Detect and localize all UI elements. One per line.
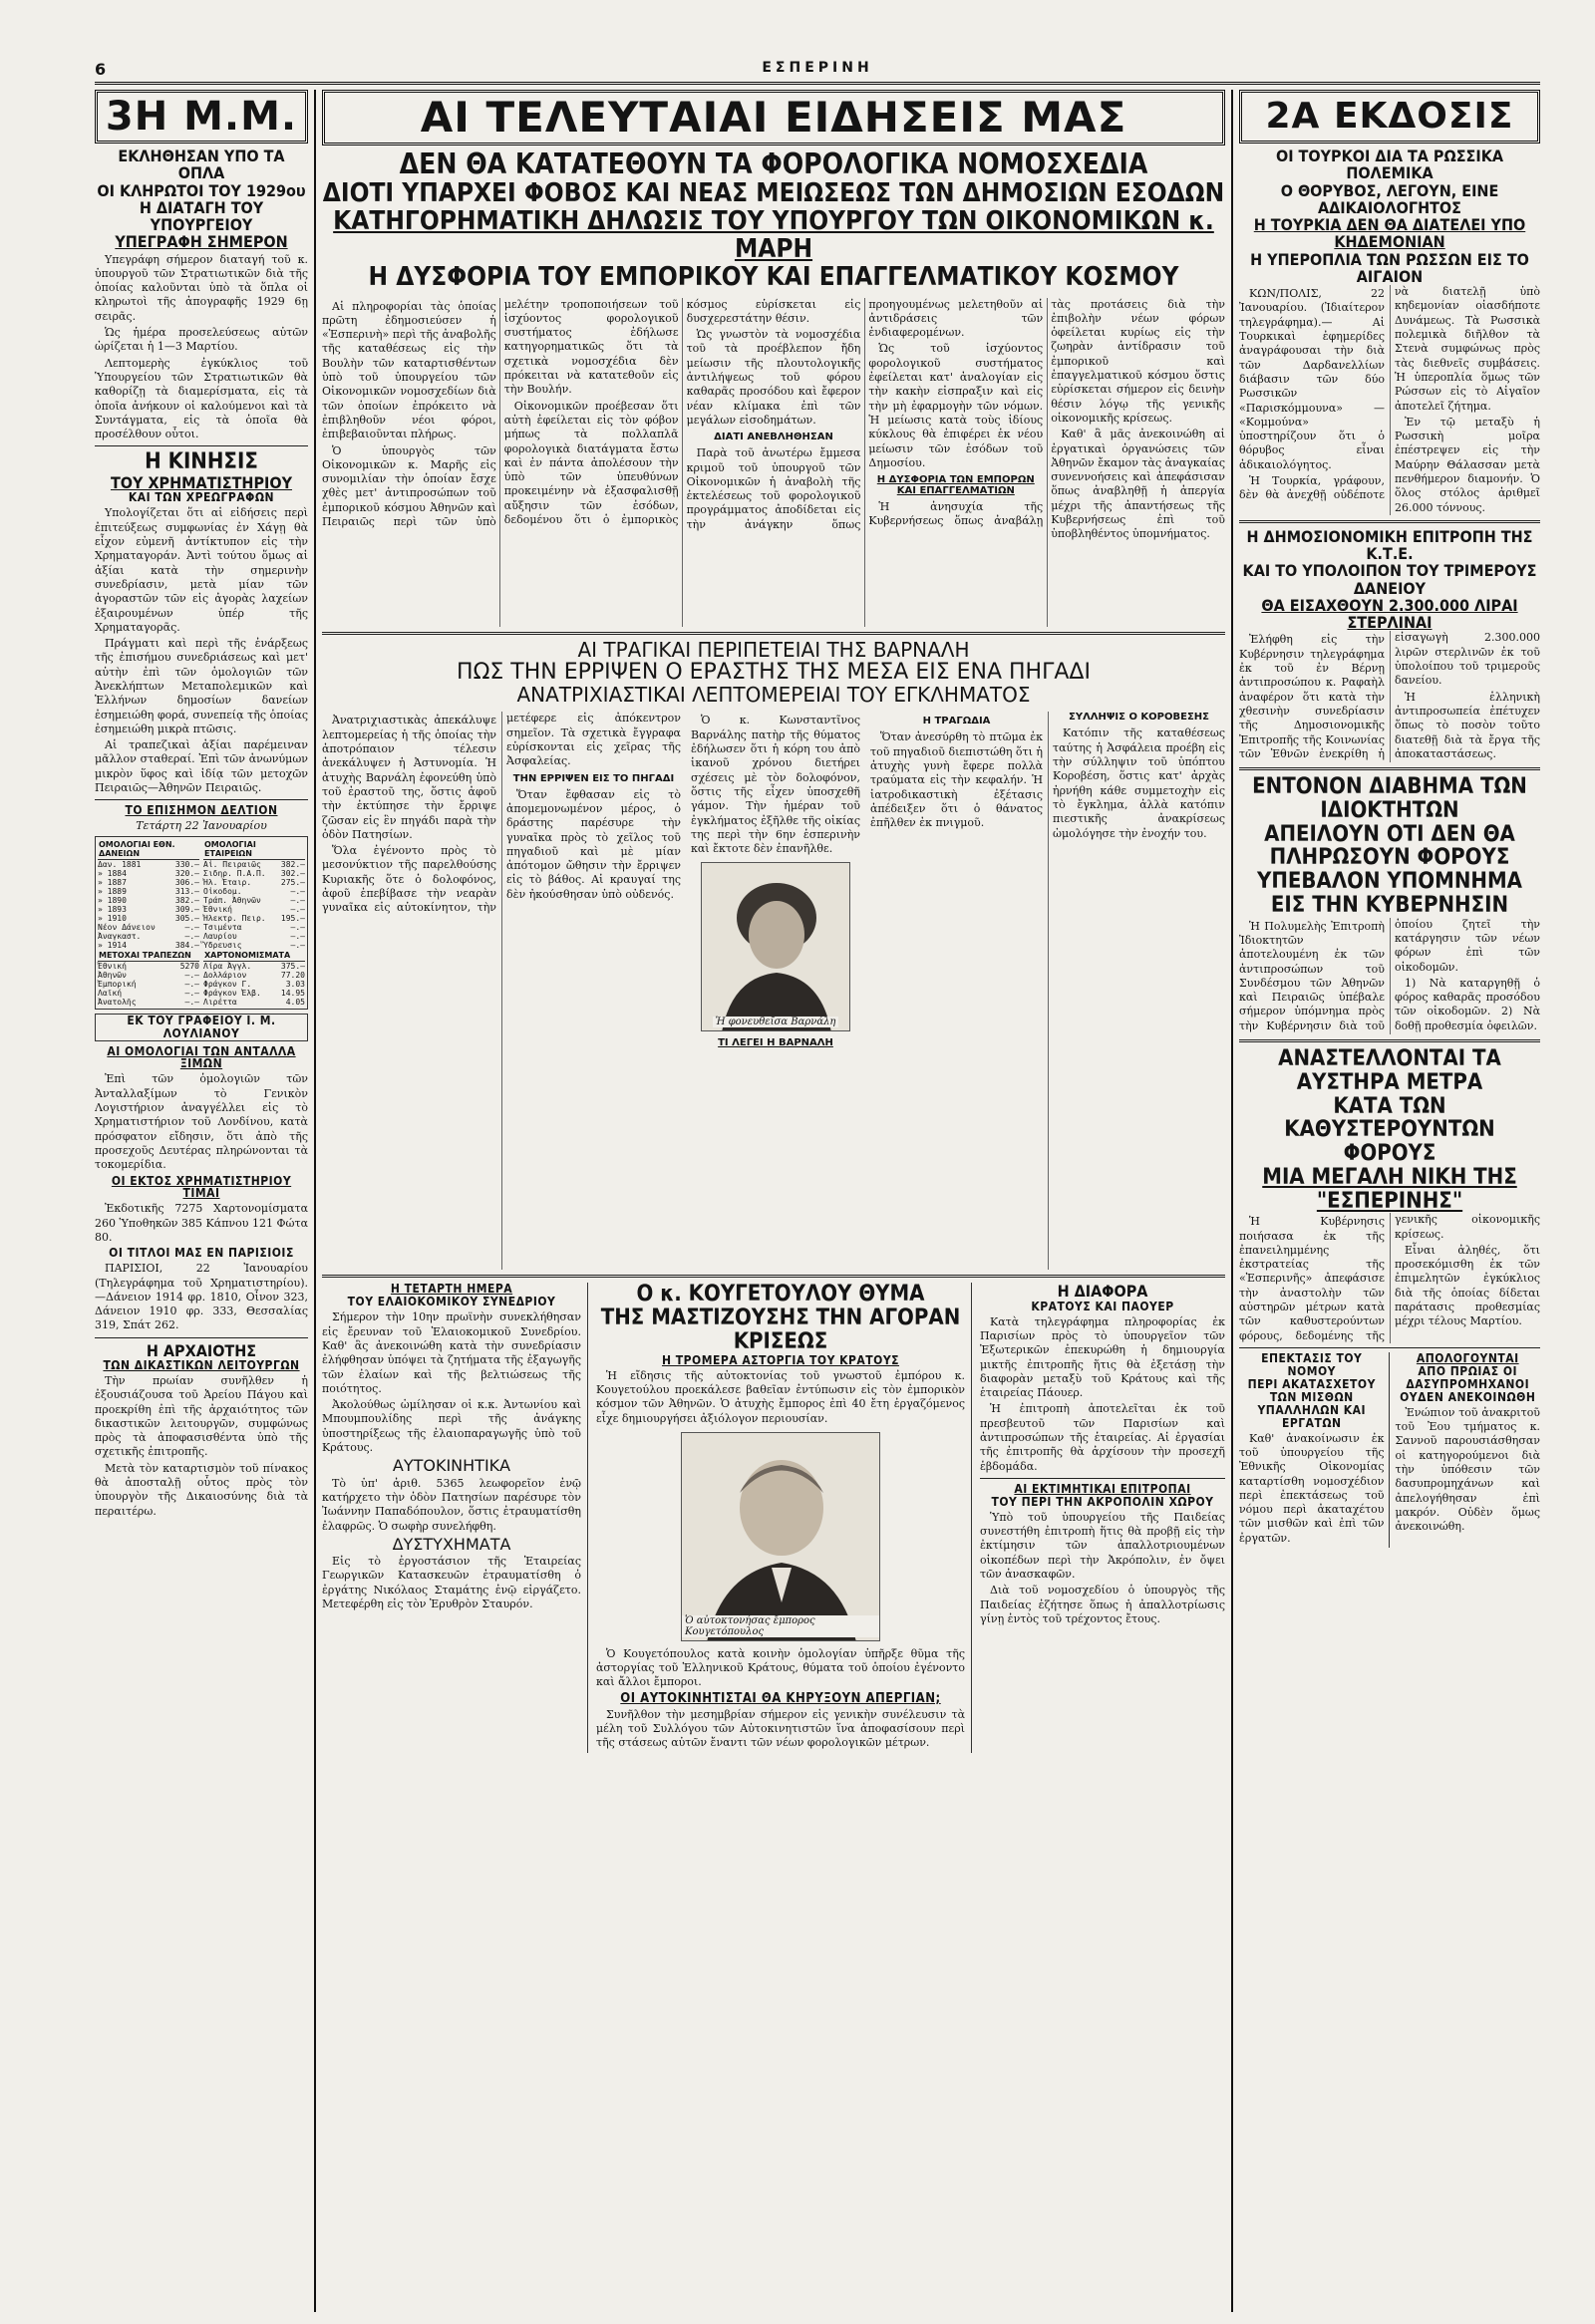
headline: ΑΠΟ ΠΡΩΙΑΣ ΟΙ ΔΑΣΥΠΡΟΜΗΧΑΝΟΙ: [1406, 1363, 1530, 1391]
headline: ΑΥΤΟΚΙΝΗΤΙΚΑ: [392, 1456, 511, 1476]
headline: ΤΟ ΕΠΙΣΗΜΟΝ ΔΕΛΤΙΟΝ: [125, 803, 278, 818]
table-row: [98, 914, 199, 923]
stock-value: 313.—: [174, 886, 199, 896]
article-text: Ὁ Κουγετόπουλος κατὰ κοινὴν ὁμολογίαν ὑπῆρξε θῦμα τῆς ἀστοργίας τοῦ Ἑλληνικοῦ Κράτους, θύματα τοῦ ὁποίου ἐγένοντο καὶ ἄλλοι ἔμποροι.: [596, 1646, 965, 1689]
stock-value: 302.—: [280, 868, 305, 878]
article-text: Κατὰ τηλεγράφημα πληροφορίας ἐκ Παρισίων πρὸς τὸ ὑπουργεῖον τῶν Ἐξωτερικῶν ἐπεκυρώθη ἡ δημιουργία μικτῆς ἐπιτροπῆς ἥτις θὰ ἐξετάσῃ τὴν διαφορὰν μεταξὺ τοῦ Κράτους καὶ τῆς ἑταιρείας Πάουερ.: [980, 1314, 1225, 1400]
article-text: Ἡ ἑλληνικὴ ἀντιπροσωπεία ἐπέτυχεν ὅπως τὸ ποσὸν τοῦτο διατεθῇ διὰ τὰ ἔργα τῆς ἀποκαταστάσεως.: [1395, 690, 1540, 760]
article-text: Ὅταν ἔφθασαν εἰς τὸ ἀπομεμονωμένον μέρος, ὁ δράστης παρέσυρε τὴν γυναῖκα πρὸς τὸ χεῖλος τοῦ πηγαδιοῦ καὶ μὲ μίαν ἀπότομον ὤθησιν τὴν ἔρριψεν εἰς τὸ βάθος. Αἱ κραυγαί της δὲν ἠκούσθησαν ὑπὸ οὐδενός.: [506, 787, 681, 901]
table-row: [203, 923, 305, 932]
stock-value: 375.—: [280, 961, 305, 971]
article-text: Ὁ κ. Κωνσταντῖνος Βαρνάλης πατὴρ τῆς θύματος ἐδήλωσεν ὅτι ἡ κόρη του ἀπὸ ἱκανοῦ χρόνου διετήρει σχέσεις μὲ τὸν δολοφόνον, ὅστις τῆς εἶχεν ὑποσχεθῆ γάμον. Τὴν ἡμέραν τοῦ ἐγκλήματος ἐξῆλθε τῆς οἰκίας της περὶ τὴν 6ην ἑσπερινὴν καὶ ἔκτοτε δὲν ἐπανῆλθε.: [691, 714, 860, 856]
headline: ΤΗΣ ΜΑΣΤΙΖΟΥΣΗΣ ΤΗΝ ΑΓΟΡΑΝ ΚΡΙΣΕΩΣ: [600, 1306, 961, 1354]
headline: Η ΤΟΥΡΚΙΑ ΔΕΝ ΘΑ ΔΙΑΤΕΛΕΙ ΥΠΟ ΚΗΔΕΜΟΝΙΑΝ: [1253, 215, 1526, 252]
headline: ΘΑ ΕΙΣΑΧΘΟΥΝ 2.300.000 ΛΙΡΑΙ ΣΤΕΡΛΙΝΑΙ: [1261, 595, 1518, 633]
article-text: ΚΩΝ/ΠΟΛΙΣ, 22 Ἰανουαρίου. (Ἰδιαίτερον τηλεγράφημα).— Αἱ Τουρκικαὶ ἐφημερίδες ἀναγράφουσαι τὴν διὰ τῶν Δαρδανελλίων διάβασιν τῶν δύο Ρωσσικῶν «Παρισκόμμουνα» — «Κομμούνα» ὑποστηρίζουν ὅτι ὁ θόρυβος εἶναι ἀδικαιολόγητος.: [1239, 287, 1385, 471]
article-text: Ἐλήφθη εἰς τὴν Κυβέρνησιν τηλεγράφημα ἐκ τοῦ ἐν Βέρνῃ ἀντιπροσώπου κ. Ραφαὴλ ἀναφέρον ὅτι κατὰ τὴν χθεσινὴν συνεδρίασιν τῆς Δημοσιονομικῆς Ἐπιτροπῆς τῆς Κοινωνίας τῶν Ἐθνῶν ἐνεκρίθη ἡ εἰσαγωγὴ 2.300.000 λιρῶν στερλινῶν ἐκ τοῦ ὑπολοίπου τοῦ τριμεροῦς δανείου.: [1239, 631, 1540, 760]
headline: ΑΙ ΕΚΤΙΜΗΤΙΚΑΙ ΕΠΙΤΡΟΠΑΙ: [1014, 1481, 1191, 1496]
headline: ΠΩΣ ΤΗΝ ΕΡΡΙΨΕΝ Ο ΕΡΑΣΤΗΣ ΤΗΣ ΜΕΣΑ ΕΙΣ ΕΝΑ ΠΗΓΑΔΙ: [457, 660, 1091, 686]
headline: ΠΕΡΙ ΑΚΑΤΑΣΧΕΤΟΥ ΤΩΝ ΜΙΣΘΩΝ: [1247, 1376, 1376, 1404]
article-text: Κατόπιν τῆς καταθέσεως ταύτης ἡ Ἀσφάλεια προέβη εἰς τὴν σύλληψιν τοῦ ὑπόπτου Κοροβέση, ὅστις κατ' ἀρχὰς ἠρνήθη κάθε συμμετοχὴν εἰς τὸ ἔγκλημα, ἀλλὰ κατόπιν πιεστικῆς ἀνακρίσεως ὡμολόγησε τὴν ἐνοχήν του.: [1053, 726, 1225, 840]
headline: ΟΙ ΤΟΥΡΚΟΙ ΔΙΑ ΤΑ ΡΩΣΣΙΚΑ ΠΟΛΕΜΙΚΑ: [1275, 146, 1504, 183]
stock-value: 330.—: [174, 859, 199, 869]
stock-value: 306.—: [174, 877, 199, 887]
tax-article: [322, 149, 1225, 627]
kougetopoulos-article: [596, 1283, 972, 1752]
portrait-photo: [701, 862, 850, 1031]
table-row: [98, 878, 199, 887]
article-text: Τὸ ὑπ' ἀριθ. 5365 λεωφορεῖον ἐνῷ κατήρχετο τὴν ὁδὸν Πατησίων παρέσυρε τὸν Ἰωάννην Παπαδόπουλον, ὅστις ἐτραυματίσθη ἐλαφρῶς. Ὁ σωφὴρ συνελήφθη.: [322, 1476, 581, 1533]
stock-name: Δολλάριον: [203, 970, 247, 980]
article-text: Ἐκδοτικῆς 7275 Χαρτονομίσματα 260 Ὑποθηκῶν 385 Κάπνου 121 Φώτα 80.: [95, 1202, 308, 1244]
stock-value: —.—: [290, 931, 305, 941]
article-text: Καθ' ἀνακοίνωσιν ἐκ τοῦ ὑπουργείου τῆς Ἐθνικῆς Οἰκονομίας καταρτίσθη νομοσχέδιον περὶ ἐπεκτάσεως τοῦ νόμου περὶ ἀκαταχέτου τῶν μισθῶν καὶ ἐπὶ τῶν ἐργατῶν.: [1239, 1431, 1385, 1545]
stock-value: —.—: [290, 922, 305, 932]
stock-value: 309.—: [174, 904, 199, 914]
article-text: Ἡ Κυβέρνησις ποιήσασα ἐκ τῆς ἐπανειλημμένης ἐκστρατείας τῆς «Ἑσπερινῆς» ἀπεφάσισε τὴν ἀναστολὴν τῶν αὐστηρῶν μέτρων κατὰ τῶν καθυστερούντων φόρους, δεδομένης τῆς γενικῆς οἰκονομικῆς κρίσεως.: [1239, 1213, 1540, 1342]
headline: Η ΤΕΤΑΡΤΗ ΗΜΕΡΑ: [390, 1282, 513, 1297]
photo-caption: Ὁ αὐτοκτονήσας ἔμπορος Κουγετόπουλος: [682, 1615, 879, 1637]
headline: ΕΚ ΤΟΥ ΓΡΑΦΕΙΟΥ Ι. Μ. ΛΟΥΛΙΑΝΟΥ: [95, 1014, 308, 1041]
article-columns: [322, 712, 681, 1270]
stock-value: —.—: [184, 979, 199, 989]
stock-value: 5270: [179, 961, 199, 971]
photo-caption: Ἡ φονευθεῖσα Βαρνάλη: [713, 1017, 839, 1027]
headline: ΔΥΣΤΥΧΗΜΑΤΑ: [392, 1534, 511, 1554]
stock-name: Φράγκον Γ.: [203, 979, 252, 989]
article-text: Ὡς τοῦ ἰσχύοντος φορολογικοῦ συστήματος ἐφείλεται κατ' ἀναλογίαν εἰς τὴν κακὴν εἰσπραξιν καὶ εἰς τὴν μὴ ἐφαρμογὴν τῶν νόμων. Ἡ μείωσις κατὰ τοὺς ἰδίους κύκλους θὰ ἐπιφέρει ἐκ νέου μείωσιν τῶν ἐσόδων τοῦ Δημοσίου.: [868, 342, 1044, 469]
stock-table: [98, 950, 199, 1007]
stock-value: 384.—: [174, 940, 199, 950]
article-text: Σήμερον τὴν 10ην πρωϊνὴν συνεκλήθησαν εἰς ἔρευναν τοῦ Ἐλαιοκομικοῦ Συνεδρίου. Καθ' ἃς ἀνεκοινώθη κατὰ τὴν συνεδρίασιν ἐλήφθησαν ὑπόψει τὰ ζητήματα τῆς ἐξαγωγῆς τῶν ἐλαίων καὶ τῆς βελτιώσεως τῆς ποιότητος.: [322, 1310, 581, 1395]
right-column: [1231, 90, 1540, 2312]
stock-value: —.—: [184, 970, 199, 980]
stock-table: [98, 839, 199, 950]
crime-article: [322, 637, 1225, 1271]
stock-name: Ἀθηνῶν: [98, 970, 127, 980]
table-row: [98, 971, 199, 980]
stock-tables: [95, 836, 308, 1010]
table-row: [98, 961, 199, 971]
table-row: [203, 971, 305, 980]
article-text: Εἶναι ἀληθές, ὅτι προσεκόμισθη ἐκ τῶν ἐπιμελητῶν ἐγκύκλιος διὰ τῆς ὁποίας δίδεται παράτασις προθεσμίας μέχρι τέλους Μαρτίου.: [1395, 1243, 1540, 1328]
stock-name: Τσιμέντα: [203, 922, 242, 932]
article-columns: [1239, 631, 1540, 762]
stock-name: Φράγκον Ἑλβ.: [203, 988, 261, 998]
article-text: Μετὰ τὸν καταρτισμὸν τοῦ πίνακος θὰ ἀποσταλῇ οὗτος πρὸς τὸν ὑπουργὸν τῆς Δικαιοσύνης διὰ τὰ περαιτέρω.: [95, 1461, 308, 1518]
stock-value: —.—: [184, 922, 199, 932]
headline: Ο κ. ΚΟΥΓΕΤΟΥΛΟΥ ΘΥΜΑ: [636, 1282, 925, 1307]
stock-name: Αἰ. Πειραιῶς: [203, 859, 261, 869]
stock-name: Ἐμπορική: [98, 979, 137, 989]
headline: ΚΑΤΗΓΟΡΗΜΑΤΙΚΗ ΔΗΛΩΣΙΣ ΤΟΥ ΥΠΟΥΡΓΟΥ ΤΩΝ ΟΙΚΟΝΟΜΙΚΩΝ κ. ΜΑΡΗ: [333, 206, 1214, 265]
headline: ΤΟΥ ΕΛΑΙΟΚΟΜΙΚΟΥ ΣΥΝΕΔΡΙΟΥ: [347, 1295, 556, 1309]
headline: ΑΝΑΣΤΕΛΛΟΝΤΑΙ ΤΑ ΑΥΣΤΗΡΑ ΜΕΤΡΑ: [1278, 1046, 1501, 1095]
stock-name: Σιδηρ. Π.Α.Π.: [203, 868, 266, 878]
article-text: Ἀνατριχιαστικὰς ἀπεκάλυψε λεπτομερείας ἡ τῆς ὁποίας τὴν ἀποτρόπαιον τέλεσιν ἀνεκάλυψεν ἡ Ἀστυνομία. Ἡ ἀτυχὴς Βαρνάλη ἐφονεύθη ὑπὸ τοῦ ἐραστοῦ της, ὅστις ἀφοῦ τὴν ἐκτύπησε τὴν ἔρριψε ζῶσαν εἰς ἓν πηγάδι παρὰ τὴν ὁδὸν Πατησίων.: [322, 714, 496, 841]
main-box-title: ΑΙ ΤΕΛΕΥΤΑΙΑΙ ΕΙΔΗΣΕΙΣ ΜΑΣ: [322, 90, 1225, 145]
main-column: [322, 90, 1225, 2312]
stock-table: [203, 839, 305, 950]
paper-name: ΕΣΠΕΡΙΝΗ: [762, 60, 873, 76]
table-row: [98, 998, 199, 1007]
stock-value: 382.—: [174, 895, 199, 905]
table-row: [98, 980, 199, 989]
table-row: [98, 923, 199, 932]
stock-value: —.—: [290, 904, 305, 914]
stock-table: [203, 950, 305, 1007]
stock-name: » 1884: [98, 868, 127, 878]
article-text: Εἰς τὸ ἐργοστάσιον τῆς Ἑταιρείας Γεωργικῶν Κατασκευῶν ἐτραυματίσθη ὁ ἐργάτης Νικόλαος Σταμάτης ἐνῷ εἰργάζετο. Μετεφέρθη εἰς τὸν Ἐρυθρὸν Σταυρόν.: [322, 1555, 581, 1610]
article-text: Υπεγράφη σήμερον διαταγή τοῦ κ. ὑπουργοῦ τῶν Στρατιωτικῶν διὰ τῆς ὁποίας καλοῦνται ὑπὸ τὰ ὅπλα οἱ κληρωτοὶ τῆς ἀπογραφῆς 1929 6ῃ σειρᾶς.: [95, 252, 308, 323]
headline: Η ΔΙΑΦΟΡΑ: [1057, 1282, 1148, 1302]
article-text: Ἐνώπιον τοῦ ἀνακριτοῦ τοῦ Ἐου τμήματος κ. Σαννοῦ παρουσιάσθησαν οἱ κατηγορούμενοι διὰ τὴν ὑπόθεσιν τῶν δασυπρομηχάνων καὶ ἀπελογήθησαν ἐπὶ μακρόν. Οὐδὲν ὅμως ἀνεκοινώθη.: [1395, 1405, 1540, 1534]
table-header: ΟΜΟΛΟΓΙΑΙ ΕΤΑΙΡΕΙΩΝ: [203, 839, 305, 860]
article-text: Ὡς γνωστὸν τὰ νομοσχέδια τοῦ τὰ προέβλεπον ἤδη μείωσιν τῆς πλουτολογικῆς ἀντιλήψεως τοῦ φόρου καθαρᾶς προσόδου καὶ ἔφερον νέαν κλίμακα ἐπὶ τῶν μεγάλων εἰσοδημάτων.: [686, 328, 861, 427]
stock-name: Λιρέττα: [203, 997, 237, 1007]
masthead: [95, 60, 1540, 85]
article-text: Ἡ εἴδησις τῆς αὐτοκτονίας τοῦ γνωστοῦ ἐμπόρου κ. Κουγετούλου προεκάλεσε βαθεῖαν ἐντύπωσιν εἰς τὸν ἐμπορικὸν κόσμον τῶν Ἀθηνῶν. Ὁ ἀτυχὴς ἔμπορος ἐπὶ 40 ἔτη ἐργαζόμενος εἶχε δημιουργήσει ἀξιόλογον περιουσίαν.: [596, 1368, 965, 1425]
stock-name: Ἀνατολῆς: [98, 997, 137, 1007]
article-text: Ἡ ἐπιτροπὴ ἀποτελεῖται ἐκ τοῦ πρεσβευτοῦ τῶν Παρισίων καὶ ἀντιπροσώπων τῆς ἑταιρείας. Αἱ ἐργασίαι τῆς ἐπιτροπῆς θὰ ἀρχίσουν τὴν προσεχῆ ἑβδομάδα.: [980, 1402, 1225, 1473]
headline: ΥΠΕΒΑΛΟΝ ΥΠΟΜΝΗΜΑ ΕΙΣ ΤΗΝ ΚΥΒΕΡΝΗΣΙΝ: [1257, 869, 1522, 918]
article-text: Ὡς ἡμέρα προσελεύσεως αὐτῶν ὡρίζεται ἡ 1—3 Μαρτίου.: [95, 326, 308, 354]
stock-value: 275.—: [280, 877, 305, 887]
table-row: [98, 869, 199, 878]
headline: ΔΕΝ ΘΑ ΚΑΤΑΤΕΘΟΥΝ ΤΑ ΦΟΡΟΛΟΓΙΚΑ ΝΟΜΟΣΧΕΔΙΑ: [399, 147, 1148, 180]
table-row: [98, 887, 199, 896]
article-text: Διὰ τοῦ νομοσχεδίου ὁ ὑπουργὸς τῆς Παιδείας ἐζήτησε ὅπως ἡ ἀπαλλοτρίωσις γίνῃ ἐντὸς τοῦ τρέχοντος ἔτους.: [980, 1584, 1225, 1625]
table-row: [98, 896, 199, 905]
article-text: Ἡ Πολυμελὴς Ἐπιτροπὴ Ἰδιοκτητῶν ἀποτελουμένη ἐκ τῶν ἀντιπροσώπων τοῦ Συνδέσμου τῶν Ἀθηνῶν καὶ Πειραιῶς ὑπέβαλε σήμερον ὑπόμνημα πρὸς τὴν Κυβέρνησιν διὰ τοῦ ὁποίου ζητεῖ τὴν κατάργησιν τῶν νέων φόρων ἐπὶ τῶν οἰκοδομῶν.: [1239, 917, 1540, 1032]
headline: Ο ΘΟΡΥΒΟΣ, ΛΕΓΟΥΝ, ΕΙΝΕ ΑΔΙΚΑΙΟΛΟΓΗΤΟΣ: [1280, 180, 1499, 217]
article-text: Οἰκονομικῶν προέβεσαν ὅτι αὐτὴ ἐφείλεται εἰς τὸν φόβον μήπως τὰ πολλαπλᾶ φορολογικὰ διατάγματα ἔστω καὶ ἐν πάντα ἀπολέσουν τὴν ὑπὸ τῶν ὑπευθύνων προκειμένην νὰ ἐξασφαλισθῇ αὔξησιν τῶν ἐσόδων, δεδομένου ὅτι ὁ ἐμπορικὸς κόσμος εὑρίσκεται εἰς δυσχερεστάτην θέσιν.: [503, 297, 861, 526]
article-text: Πράγματι καὶ περὶ τῆς ἐνάρξεως τῆς ἐπισήμου συνεδριάσεως καὶ μετ' αὐτὴν ἐπὶ τῶν ὁμολογιῶν τῶν Ἀνεκλήπτων Μεταπολεμικῶν καὶ Ἑλλήνων δημοσίων δανείων ἐσημειώθη φορά, συνεπείᾳ τῆς ὁποίας ἐσημειώθη μικρὰ πτῶσις.: [95, 637, 308, 735]
subheading: ΣΥΛΛΗΨΙΣ Ο ΚΟΡΟΒΕΣΗΣ: [1069, 712, 1209, 724]
headline: ΚΡΑΤΟΥΣ ΚΑΙ ΠΑΟΥΕΡ: [1031, 1299, 1174, 1313]
headline: ΤΟΥ ΠΕΡΙ ΤΗΝ ΑΚΡΟΠΟΛΙΝ ΧΩΡΟΥ: [991, 1494, 1214, 1509]
stock-name: Ἀναγκαστ.: [98, 931, 142, 941]
subheading: Η ΔΥΣΦΟΡΙΑ ΤΩΝ ΕΜΠΟΡΩΝ ΚΑΙ ΕΠΑΓΓΕΛΜΑΤΙΩΝ: [876, 474, 1035, 497]
subheading: ΔΙΑΤΙ ΑΝΕΒΛΗΘΗΣΑΝ: [714, 432, 833, 443]
table-row: [203, 998, 305, 1007]
article-text: Αἱ πληροφορίαι τὰς ὁποίας πρῶτη ἐδημοσιεύσεν ἡ «Ἑσπερινὴ» περὶ τῆς ἀναβολῆς τῆς καταθέσεως εἰς τὴν Βουλὴν τῶν καταρτισθέντων ὑπὸ τοῦ ὑπουργείου τῶν Οἰκονομικῶν νομοσχεδίων διὰ τῶν ὁποίων ἐπρόκειτο νὰ ἐπιβληθοῦν νέοι φόροι, ἐπιβεβαιοῦνται πλήρως.: [322, 299, 496, 441]
stock-name: Οἰκοδομ.: [203, 886, 242, 896]
left-box-title: 3Η Μ.Μ.: [95, 90, 308, 144]
article-text: Ὑπὸ τοῦ ὑπουργείου τῆς Παιδείας συνεστήθη ἐπιτροπὴ ἥτις θὰ προβῇ εἰς τὴν ἐκτίμησιν τῶν ἀπαλλοτριουμένων οἰκοπέδων περὶ τὴν Ἀκρόπολιν, ἐν ὄψει τῶν ἀνασκαφῶν.: [980, 1510, 1225, 1582]
headline: ΤΩΝ ΔΙΚΑΣΤΙΚΩΝ ΛΕΙΤΟΥΡΓΩΝ: [103, 1358, 300, 1372]
table-row: [203, 961, 305, 971]
stock-value: —.—: [290, 895, 305, 905]
headline: ΟΙ ΑΥΤΟΚΙΝΗΤΙΣΤΑΙ ΘΑ ΚΗΡΥΞΟΥΝ ΑΠΕΡΓΙΑΝ;: [620, 1690, 941, 1706]
table-row: [203, 887, 305, 896]
headline: Η ΔΥΣΦΟΡΙΑ ΤΟΥ ΕΜΠΟΡΙΚΟΥ ΚΑΙ ΕΠΑΓΓΕΛΜΑΤΙΚΟΥ ΚΟΣΜΟΥ: [368, 262, 1179, 293]
defense-article: [1396, 1352, 1541, 1548]
table-row: [203, 980, 305, 989]
article-text: Ἀκολούθως ὡμίλησαν οἱ κ.κ. Ἀντωνίου καὶ Μπουμπουλίδης περὶ τῆς ἀνάγκης ὑποστηρίξεως τῆς ἐλαιοπαραγωγῆς ὑπὸ τοῦ Κράτους.: [322, 1398, 581, 1455]
headline: ΜΙΑ ΜΕΓΑΛΗ ΝΙΚΗ ΤΗΣ "ΕΣΠΕΡΙΝΗΣ": [1262, 1164, 1517, 1214]
table-header: ΟΜΟΛΟΓΙΑΙ ΕΘΝ. ΔΑΝΕΙΩΝ: [98, 839, 199, 860]
headline: ΕΠΕΚΤΑΣΙΣ ΤΟΥ ΝΟΜΟΥ: [1261, 1350, 1363, 1378]
table-row: [203, 914, 305, 923]
headline: Η ΔΗΜΟΣΙΟΝΟΜΙΚΗ ΕΠΙΤΡΟΠΗ ΤΗΣ Κ.Τ.Ε.: [1246, 526, 1533, 564]
stock-name: Ὕδρευσις: [203, 940, 242, 950]
stock-name: » 1893: [98, 904, 127, 914]
article-text: Λεπτομερὴς ἐγκύκλιος τοῦ Ὑπουργείου τῶν Στρατιωτικῶν θὰ καθορίζῃ τὰ διαμερίσματα, εἰς τὰ ὁποῖα ἀνήκουν οἱ καλούμενοι καὶ τὰ Συντάγματα, εἰς τὰ ὁποῖα θὰ προσέλθουν οὗτοι.: [95, 356, 308, 441]
stock-value: —.—: [184, 988, 199, 998]
table-row: [98, 989, 199, 998]
article-text: Καθ' ἃ μᾶς ἀνεκοινώθη αἱ ἐργατικαὶ ὀργανώσεις τῶν Ἀθηνῶν ἔκαμον τὰς ἀναγκαίας συνεννοήσεις καὶ ἀπεφάσισαν ὅπως ἀναβληθῇ ἡ ἀπεργία μέχρι τῆς ἀπαντήσεως τῆς Κυβερνήσεως ἐπὶ τοῦ ὑποβληθέντος ὑπομνήματος.: [1051, 428, 1225, 541]
table-row: [98, 905, 199, 914]
article-text: 1) Νὰ καταργηθῇ ὁ φόρος καθαρᾶς προσόδου τῶν οἰκοδομῶν. 2) Νὰ δοθῇ προθεσμία ὀφειλῶν.: [1395, 976, 1540, 1032]
stock-name: » 1914: [98, 940, 127, 950]
headline: ΕΝΤΟΝΟΝ ΔΙΑΒΗΜΑ ΤΩΝ ΙΔΙΟΚΤΗΤΩΝ: [1252, 774, 1527, 823]
stock-name: Λίρα Ἀγγλ.: [203, 961, 252, 971]
stock-value: —.—: [290, 940, 305, 950]
table-row: [203, 869, 305, 878]
bulletin-date: Τετάρτη 22 Ἰανουαρίου: [136, 819, 267, 833]
stock-name: Τράπ. Ἀθηνῶν: [203, 895, 261, 905]
table-header: ΜΕΤΟΧΑΙ ΤΡΑΠΕΖΩΝ: [98, 950, 199, 962]
table-row: [98, 932, 199, 941]
portrait-illustration: [682, 1433, 880, 1641]
headline: Η ΚΙΝΗΣΙΣ: [145, 449, 258, 475]
article-columns: [322, 298, 1225, 627]
headline: ΑΝΑΤΡΙΧΙΑΣΤΙΚΑΙ ΛΕΠΤΟΜΕΡΕΙΑΙ ΤΟΥ ΕΓΚΛΗΜΑΤΟΣ: [516, 682, 1031, 707]
article-text: Τὴν πρωίαν συνῆλθεν ἡ ἐξουσιάζουσα τοῦ Ἀρείου Πάγου καὶ προεκρίθη ἐπὶ τῆς ἀρχαιότητος τῶν δικαστικῶν λειτουργῶν, συμφώνως πρὸς τὰ ἀποφασισθέντα ὑπὸ τῆς σχετικῆς ἐπιτροπῆς.: [95, 1373, 308, 1459]
article-columns: [1239, 1213, 1540, 1343]
headline: ΑΙ ΤΡΑΓΙΚΑΙ ΠΕΡΙΠΕΤΕΙΑΙ ΤΗΣ ΒΑΡΝΑΛΗ: [577, 637, 970, 662]
headline: ΑΙ ΟΜΟΛΟΓΙΑΙ ΤΩΝ ΑΝΤΑΛΛΑ ΞΙΜΩΝ: [107, 1043, 296, 1071]
salary-article: [1239, 1352, 1390, 1548]
article-text: Παρὰ τοῦ ἀνωτέρω ἔμμεσα κριμοῦ τοῦ ὑπουργοῦ τῶν Οἰκονομικῶν ἡ ἀναβολὴ τῆς ἐκτελέσεως τοῦ φορολογικοῦ προγράμματος ἀποδίδεται εἰς τὴν ἀνάγκην ὅπως προηγουμένως μελετηθοῦν αἱ ἀντιδράσεις τῶν ἐνδιαφερομένων.: [686, 297, 1044, 531]
article-text: ΠΑΡΙΣΙΟΙ, 22 Ἰανουαρίου (Τηλεγράφημα τοῦ Χρηματιστηρίου).—Δάνειον 1914 φρ. 1810, Οἶνον 323, Δάνειον 1910 φρ. 333, Θεσσαλίας 319, Σπάτ 262.: [95, 1262, 308, 1332]
table-row: [98, 941, 199, 950]
subheading: Η ΤΡΑΓΩΔΙΑ: [922, 716, 991, 727]
headline: ΥΠΕΓΡΑΦΗ ΣΗΜΕΡΟΝ: [115, 232, 288, 252]
stock-value: 382.—: [280, 859, 305, 869]
portrait-illustration: [702, 863, 850, 1031]
article-text: Αἱ τραπεζικαὶ ἀξίαι παρέμειναν μᾶλλον σταθεραί. Ἐπὶ τῶν ἀνωνύμων μικρὸν ὕφος καὶ ἰδίᾳ τῶν μετοχῶν Πειραιῶς—Ἀθηνῶν Πειραιῶς.: [95, 738, 308, 795]
table-row: [98, 859, 199, 869]
stock-name: Ἠλεκτρ. Πειρ.: [203, 913, 266, 923]
headline: Η ΤΡΟΜΕΡΑ ΑΣΤΟΡΓΙΑ ΤΟΥ ΚΡΑΤΟΥΣ: [661, 1352, 900, 1367]
article-text: Ὅταν ἀνεσύρθη τὸ πτῶμα ἐκ τοῦ πηγαδιοῦ διεπιστώθη ὅτι ἡ ἀτυχὴς γυνὴ ἔφερε πολλὰ τραύματα εἰς τὴν κεφαλήν. Ἡ ἰατροδικαστικὴ ἐξέτασις ἀπέδειξεν ὅτι ὁ θάνατος ἐπῆλθεν ἐκ πνιγμοῦ.: [870, 730, 1044, 830]
stock-value: 77.20: [280, 970, 305, 980]
table-row: [203, 932, 305, 941]
headline: Η ΥΠΕΡΟΠΛΙΑ ΤΩΝ ΡΩΣΣΩΝ ΕΙΣ ΤΟ ΑΙΓΑΙΟΝ: [1250, 249, 1529, 286]
article-columns: [1239, 285, 1540, 515]
headline: Η ΔΙΑΤΑΓΗ ΤΟΥ ΥΠΟΥΡΓΕΙΟΥ: [139, 197, 264, 235]
stock-name: » 1910: [98, 913, 127, 923]
stock-name: Δαν. 1881: [98, 859, 142, 869]
olive-congress-article: [322, 1283, 588, 1752]
stock-value: 3.03: [285, 979, 305, 989]
article-text: Συνῆλθον τὴν μεσημβρίαν σήμερον εἰς γενικὴν συνέλευσιν τὰ μέλη τοῦ Συλλόγου τῶν Αὐτοκινητιστῶν ἵνα ἀποφασίσουν περὶ τῆς στάσεως αὐτῶν ἔναντι τῶν νέων φορολογικῶν μέτρων.: [596, 1707, 965, 1750]
stock-value: —.—: [290, 886, 305, 896]
stock-value: —.—: [184, 931, 199, 941]
headline: ΟΥΔΕΝ ΑΝΕΚΟΙΝΩΘΗ: [1400, 1389, 1536, 1404]
subheading: ΤΙ ΛΕΓΕΙ Η ΒΑΡΝΑΛΗ: [718, 1037, 833, 1049]
headline: ΥΠΑΛΛΗΛΩΝ ΚΑΙ ΕΡΓΑΤΩΝ: [1257, 1402, 1366, 1430]
headline: ΕΚΛΗΘΗΣΑΝ ΥΠΟ ΤΑ ΟΠΛΑ: [118, 146, 285, 183]
headline: ΔΙΟΤΙ ΥΠΑΡΧΕΙ ΦΟΒΟΣ ΚΑΙ ΝΕΑΣ ΜΕΙΩΣΕΩΣ ΤΩΝ ΔΗΜΟΣΙΩΝ ΕΣΟΔΩΝ: [322, 178, 1225, 209]
headline: Η ΑΡΧΑΙΟΤΗΣ: [146, 1340, 257, 1360]
stock-name: Ἐθνική: [203, 904, 232, 914]
table-header: ΧΑΡΤΟΝΟΜΙΣΜΑΤΑ: [203, 950, 305, 962]
article-columns: [1239, 918, 1540, 1034]
table-row: [203, 989, 305, 998]
stock-value: —.—: [184, 997, 199, 1007]
stock-name: Λαϊκή: [98, 988, 123, 998]
headline: ΚΑΤΑ ΤΩΝ ΚΑΘΥΣΤΕΡΟΥΝΤΩΝ ΦΟΡΟΥΣ: [1284, 1093, 1495, 1167]
table-row: [203, 878, 305, 887]
headline: ΟΙ ΚΛΗΡΩΤΟΙ ΤΟΥ 1929ου: [97, 180, 306, 200]
headline: ΟΙ ΕΚΤΟΣ ΧΡΗΜΑΤΙΣΤΗΡΙΟΥ ΤΙΜΑΙ: [111, 1173, 292, 1201]
article-text: Ἡ Τουρκία, γράφουν, δὲν θὰ ἀνεχθῇ οὐδέποτε νὰ διατελῇ ὑπὸ κηδεμονίαν οἱασδήποτε Δυνάμεως. Τὰ Ρωσσικὰ πολεμικὰ διῆλθον τὰ Στενὰ συμφώνως πρὸς τὰς διεθνεῖς συμβάσεις. Ἡ ὑπεροπλία ὅμως τῶν Ρώσσων εἰς τὸ Αἰγαῖον ἀποτελεῖ ζήτημα.: [1239, 285, 1540, 502]
stock-value: 195.—: [280, 913, 305, 923]
headline: ΑΠΟΛΟΓΟΥΝΤΑΙ: [1416, 1350, 1519, 1365]
headline: ΚΑΙ ΤΩΝ ΧΡΕΩΓΡΑΦΩΝ: [128, 490, 275, 505]
stock-name: Λαυρίου: [203, 931, 237, 941]
left-column: [95, 90, 316, 2312]
stock-value: 4.05: [285, 997, 305, 1007]
stock-value: 14.95: [280, 988, 305, 998]
stock-name: Ἠλ. Ἐταιρ.: [203, 877, 252, 887]
table-row: [203, 896, 305, 905]
stock-name: » 1889: [98, 886, 127, 896]
article-text: Ὁ ὑπουργὸς τῶν Οἰκονομικῶν κ. Μαρῆς εἰς συνομιλίαν τὴν ὁποίαν ἔσχε χθὲς μετ' ἀντιπροσώπων τοῦ ἐμπορικοῦ κόσμου Ἀθηνῶν καὶ Πειραιῶς περὶ τῶν ὑπὸ μελέτην τροποποιήσεων τοῦ ἰσχύοντος φορολογικοῦ συστήματος ἐδήλωσε κατηγορηματικῶς ὅτι τὰ σχετικὰ νομοσχέδια δὲν πρόκειται νὰ κατατεθοῦν εἰς τὴν Βουλήν.: [322, 297, 679, 528]
headline: ΤΟΥ ΧΡΗΜΑΤΙΣΤΗΡΙΟΥ: [110, 473, 293, 493]
stock-name: Νέον Δάνειον: [98, 922, 156, 932]
subheading: ΤΗΝ ΕΡΡΙΨΕΝ ΕΙΣ ΤΟ ΠΗΓΑΔΙ: [512, 772, 675, 784]
article-columns: [870, 712, 1225, 1270]
power-dispute-article: [980, 1283, 1225, 1752]
stock-name: » 1887: [98, 877, 127, 887]
article-text: Υπολογίζεται ὅτι αἱ εἰδήσεις περὶ ἐπιτεύξεως συμφωνίας ἐν Χάγῃ θὰ εἶχον εὐμενῆ ἀντίκτυπον εἰς τὴν Χρηματαγοράν. Ἀντὶ τούτου ὅμως αἱ ἀξίαι κατὰ τὴν σημερινὴν συνεδρίασιν, μετὰ μίαν τῶν ἀγοραστῶν τῶν εἰς ἀγορὰς λαχείων ἐξαιρουμένων ὑπέρ τῆς Χρηματαγορᾶς.: [95, 506, 308, 634]
page-number: 6: [95, 60, 107, 79]
article-text: Ἡ ἀνησυχία τῆς Κυβερνήσεως ὅπως ἀναβάλῃ τὰς προτάσεις διὰ τὴν ἐπιβολὴν νέων φόρων ὀφείλεται κυρίως εἰς τὴν ζωηρὰν ἀντίδρασιν τοῦ ἐμπορικοῦ καὶ ἐπαγγελματικοῦ κόσμου ὅστις εὑρίσκεται σήμερον εἰς δεινὴν θέσιν λόγῳ τῆς γενικῆς οἰκονομικῆς κρίσεως.: [868, 297, 1225, 528]
stock-name: Ἐθνική: [98, 961, 127, 971]
table-row: [203, 905, 305, 914]
table-row: [203, 941, 305, 950]
headline: ΟΙ ΤΙΤΛΟΙ ΜΑΣ ΕΝ ΠΑΡΙΣΙΟΙΣ: [109, 1246, 294, 1261]
headline: ΑΠΕΙΛΟΥΝ ΟΤΙ ΔΕΝ ΘΑ ΠΛΗΡΩΣΟΥΝ ΦΟΡΟΥΣ: [1264, 821, 1515, 871]
article-text: Ὅλα ἐγένοντο πρὸς τὸ μεσονύκτιον τῆς παρελθούσης Κυριακῆς ὅτε ὁ δολοφόνος, ἀφοῦ ἐπεβίβασε τὴν νεαρὰν γυναῖκα εἰς αὐτοκίνητον, τὴν μετέφερε εἰς ἀπόκεντρον σημεῖον. Τὰ σχετικὰ ἔγγραφα εὑρίσκονται εἰς χεῖρας τῆς Ἀσφαλείας.: [322, 712, 681, 915]
table-row: [203, 859, 305, 869]
headline: ΚΑΙ ΤΟ ΥΠΟΛΟΙΠΟΝ ΤΟΥ ΤΡΙΜΕΡΟΥΣ ΔΑΝΕΙΟΥ: [1242, 561, 1537, 598]
right-box-title: 2Α ΕΚΔΟΣΙΣ: [1239, 90, 1540, 144]
stock-value: 320.—: [174, 868, 199, 878]
stock-name: » 1890: [98, 895, 127, 905]
article-text: Ἐν τῷ μεταξὺ ἡ Ρωσσικὴ μοῖρα ἐπέστρεψεν εἰς τὴν Μαύρην Θάλασσαν μετὰ πενθήμερον διαμονήν. Ὁ ὅλος στόλος ἀριθμεῖ 26.000 τόννους.: [1395, 415, 1540, 514]
newspaper-page: [95, 60, 1540, 2312]
portrait-photo: [681, 1432, 880, 1641]
stock-value: 305.—: [174, 913, 199, 923]
article-text: Ἐπὶ τῶν ὁμολογιῶν τῶν Ἀνταλλαξίμων τὸ Γενικὸν Λογιστήριον ἀναγγέλλει εἰς τὸ Χρηματιστήριον τοῦ Λονδίνου, κατὰ πρόσφατον εἴδησιν, ὅτι ἀπὸ τῆς προσεχοῦς Δευτέρας πληρώνονται τὰ τοκομερίδια.: [95, 1072, 308, 1172]
